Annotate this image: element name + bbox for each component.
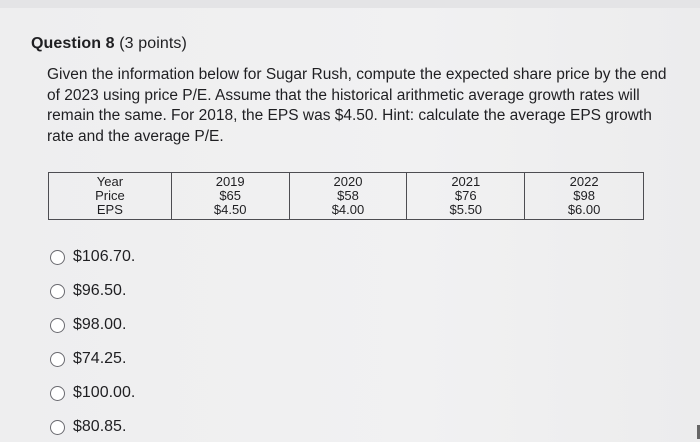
radio-button[interactable] bbox=[50, 420, 65, 435]
eps-value: $5.50 bbox=[449, 202, 483, 217]
question-prompt: Given the information below for Sugar Rush, compute the expected share price by the end of 2023 using price P/E. Assume that the historical arithmetic average growth rates will remain the same. For 2018, the EPS was $4.50. Hint: calculate the average EPS growth rate and the average P/E. bbox=[47, 66, 667, 145]
eps-value: $4.50 bbox=[213, 202, 247, 217]
radio-button[interactable] bbox=[50, 318, 65, 333]
answer-option-3[interactable] bbox=[50, 313, 190, 337]
eps-value: $4.00 bbox=[331, 202, 365, 217]
radio-button[interactable] bbox=[50, 250, 65, 265]
radio-button[interactable] bbox=[50, 284, 65, 299]
row-label-price: Price bbox=[95, 188, 125, 203]
eps-value: $6.00 bbox=[567, 202, 601, 217]
year-value: 2020 bbox=[333, 174, 363, 189]
year-value: 2019 bbox=[215, 174, 245, 189]
question-title bbox=[31, 35, 187, 53]
option-label: $96.50. bbox=[73, 282, 127, 299]
option-label: $98.00. bbox=[73, 316, 127, 333]
answer-option-1[interactable] bbox=[50, 245, 190, 269]
question-number: Question 8 bbox=[31, 35, 115, 52]
answer-option-6[interactable] bbox=[50, 415, 190, 439]
table-cell-2019 bbox=[171, 173, 289, 220]
row-label-year: Year bbox=[96, 174, 124, 189]
table-cell-2020 bbox=[289, 173, 407, 220]
price-value: $98 bbox=[573, 188, 595, 203]
option-label: $106.70. bbox=[73, 248, 136, 265]
answer-option-2[interactable] bbox=[50, 279, 190, 303]
option-label: $80.85. bbox=[73, 418, 127, 435]
top-bar bbox=[0, 0, 700, 8]
question-points: (3 points) bbox=[119, 35, 187, 52]
table-row bbox=[49, 173, 644, 220]
data-table bbox=[48, 172, 644, 220]
price-value: $76 bbox=[454, 188, 477, 203]
option-label: $74.25. bbox=[73, 350, 127, 367]
price-value: $58 bbox=[337, 188, 359, 203]
year-value: 2021 bbox=[451, 174, 481, 189]
table-label-cell bbox=[49, 173, 172, 220]
price-value: $65 bbox=[219, 188, 242, 203]
answer-option-5[interactable] bbox=[50, 381, 190, 405]
radio-button[interactable] bbox=[50, 386, 65, 401]
radio-button[interactable] bbox=[50, 352, 65, 367]
answer-option-4[interactable] bbox=[50, 347, 190, 371]
table-cell-2021 bbox=[407, 173, 525, 220]
table-cell-2022 bbox=[525, 173, 644, 220]
option-label: $100.00. bbox=[73, 384, 136, 401]
row-label-eps: EPS bbox=[96, 202, 123, 217]
year-value: 2022 bbox=[569, 174, 599, 189]
